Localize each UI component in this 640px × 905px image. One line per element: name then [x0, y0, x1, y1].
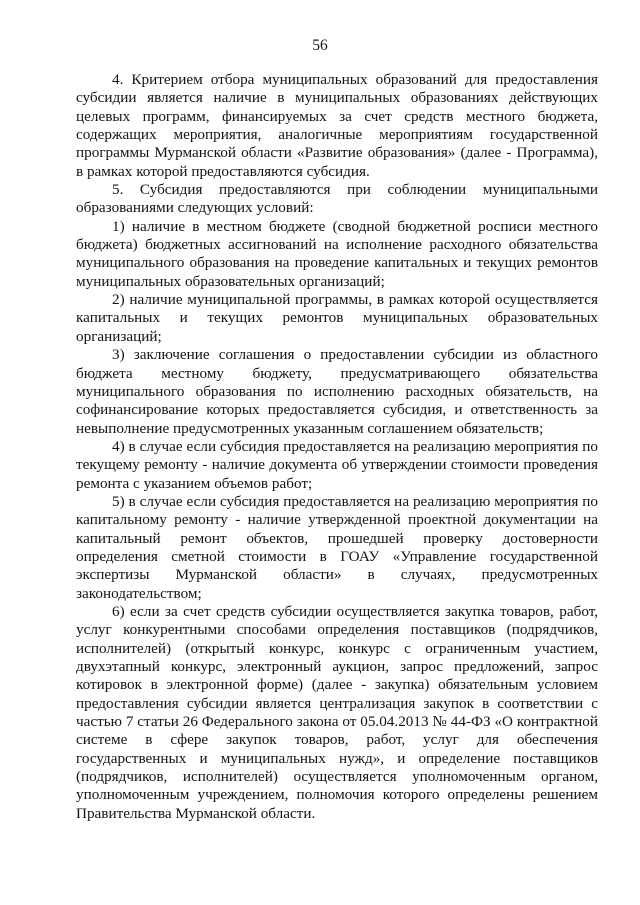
condition-1: 1) наличие в местном бюджете (сводной бюджетной росписи местного бюджета) бюджетных ассигнований на исполнение расходного обязательства муниципального образования на проведение капитальных и текущих ремонтов муниципальных образовательных организаций;	[76, 217, 598, 290]
condition-2: 2) наличие муниципальной программы, в рамках которой осуществляется капитальных и текущих ремонтов муниципальных образовательных организаций;	[76, 291, 598, 345]
condition-3: 3) заключение соглашения о предоставлении субсидии из областного бюджета местному бюджету, предусматривающего обязательства муниципального образования по исполнению расходных обязательств, на софинансирование которых предоставляется субсидия, и ответственность за невыполнение предусмотренных указанным соглашением обязательств;	[76, 346, 598, 437]
condition-5: 5) в случае если субсидия предоставляется на реализацию мероприятия по капитальному ремонту - наличие утвержденной проектной документации на капитальный ремонт объектов, прошедшей проверку достоверности определения сметной стоимости в ГОАУ «Управление государственной экспертизы Мурманской области» в случаях, предусмотренных законодательством;	[76, 492, 598, 602]
condition-4: 4) в случае если субсидия предоставляется на реализацию мероприятия по текущему ремонту - наличие документа об утверждении стоимости проведения ремонта с указанием объемов работ;	[76, 437, 598, 492]
page-number: 56	[312, 37, 328, 54]
paragraph-item-4: 4. Критерием отбора муниципальных образований для предоставления субсидии является наличие в муниципальных образованиях действующих целевых программ, финансируемых за счет средств местного бюджета, содержащих мероприятия, аналогичные мероприятиям государственной программы Мурманской области «Развитие образования» (далее - Программа), в рамках которой предоставляются субсидия.	[76, 71, 598, 180]
condition-6: 6) если за счет средств субсидии осуществляется закупка товаров, работ, услуг конкурентными способами определения поставщиков (подрядчиков, исполнителей) (открытый конкурс, конкурс с ограниченным участием, двухэтапный конкурс, электронный аукцион, запрос предложений, запрос котировок в электронной форме) (далее - закупка) обязательным условием предоставления субсидии является централизация закупок в соответствии с частью 7 статьи 26 Федерального закона от 05.04.2013 № 44-ФЗ «О контрактной системе в сфере закупок товаров, работ, услуг для обеспечения государственных и муниципальных нужд», и определение поставщиков (подрядчиков, исполнителей) осуществляется уполномоченным органом, уполномоченным учреждением, полномочия которого определены решением Правительства Мурманской области.	[76, 602, 598, 822]
paragraph-item-5: 5. Субсидия предоставляются при соблюдении муниципальными образованиями следующих условий:	[76, 181, 598, 217]
document-body	[76, 71, 598, 823]
